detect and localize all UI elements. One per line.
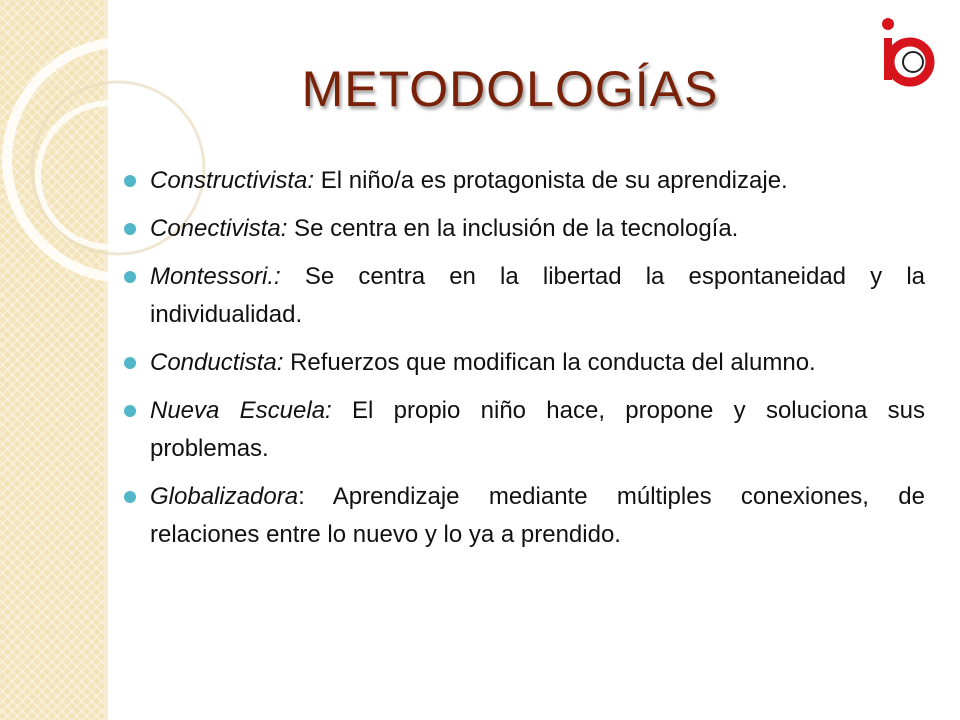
- list-item: [120, 392, 925, 468]
- item-term: Montessori.:: [150, 263, 281, 290]
- logo-dot: [882, 18, 894, 30]
- list-item: [120, 478, 925, 554]
- bullet-icon: [124, 491, 136, 503]
- item-term: Nueva Escuela:: [150, 397, 332, 424]
- item-text: Se centra en la libertad la espontaneidad y la individualidad.: [150, 263, 925, 328]
- bullet-icon: [124, 223, 136, 235]
- item-text: El niño/a es protagonista de su aprendizaje.: [314, 167, 788, 194]
- list-item: [120, 258, 925, 334]
- item-text: : Aprendizaje mediante múltiples conexiones, de relaciones entre lo nuevo y lo ya a prendido.: [150, 483, 925, 548]
- list-item: [120, 210, 925, 248]
- methodology-list: [120, 162, 925, 564]
- item-term: Conductista:: [150, 349, 284, 376]
- bullet-icon: [124, 357, 136, 369]
- list-item: [120, 162, 925, 200]
- logo-core: [903, 52, 923, 72]
- item-text: Se centra en la inclusión de la tecnología.: [287, 215, 739, 242]
- item-text: Refuerzos que modifican la conducta del alumno.: [283, 349, 816, 376]
- item-term: Globalizadora: [150, 483, 299, 510]
- item-term: Constructivista:: [150, 167, 315, 194]
- list-item: [120, 344, 925, 382]
- item-term: Conectivista:: [150, 215, 288, 242]
- bullet-icon: [124, 271, 136, 283]
- bullet-icon: [124, 175, 136, 187]
- item-text: El propio niño hace, propone y soluciona sus problemas.: [150, 397, 926, 462]
- bullet-icon: [124, 405, 136, 417]
- slide-title: METODOLOGÍAS: [301, 61, 719, 117]
